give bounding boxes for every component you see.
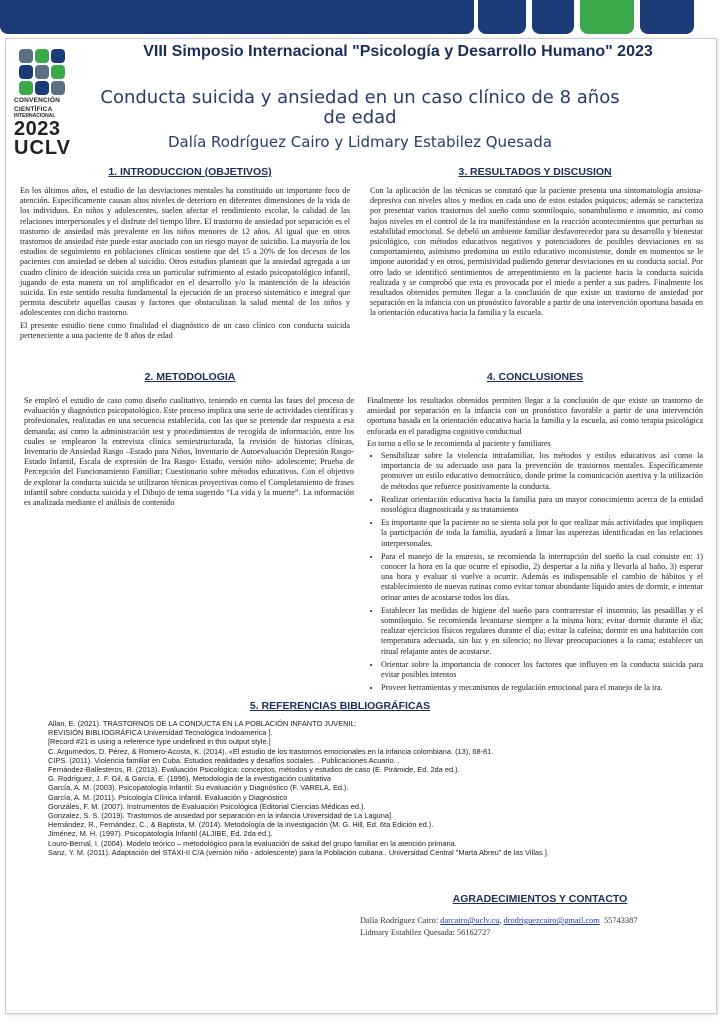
top-bar-segment — [478, 0, 526, 34]
ack-heading: AGRADECIMIENTOS Y CONTACTO — [452, 893, 628, 905]
list-item: • Para el manejo de la enuresis, se recomienda la interrupción del sueño la cual consiste en: 1) conocer la hora en la que ocurre el episodio, 2) despertar a la niña y llevarla al baño, 3) esperar una hora y evaluar si vuelve a ocurrir. Además es indispensable el cambio de hábitos y el establecimiento de nuevas rutinas como evitar tomar abundante líquido antes de dormir, e intentar orinar antes de acostarse todos los días. — [381, 552, 703, 603]
logo-line2: CIENTÍFICA — [14, 106, 53, 113]
email-link[interactable]: drodriguezcairo@gmail.com — [503, 916, 600, 925]
list-item: • Es importante que la paciente no se sienta sola por lo que realizar más actividades que impliquen la participación de toda la familia, ayudará a limar las asperezas identificadas en las relaciones interpersonales. — [381, 518, 703, 549]
convention-logo — [14, 47, 70, 158]
top-bar-segment — [580, 0, 634, 34]
conclusions-paragraph: Finalmente los resultados obtenidos permiten llegar a la conclusión de que existe un trastorno de ansiedad por separación en la infancia con un pronóstico favorable a partir de una intervención oportuna basada en la orientación educativa hacia la familia y la escuela, así como terapia psicológica enfocada en el paradigma cognitivo conductual — [367, 396, 703, 436]
top-bar-segment — [640, 0, 694, 34]
list-item: [Record #21 is using a reference type undefined in this output style.] — [48, 737, 271, 747]
list-item: Gonzalez, S. S. (2019). Trastornos de ansiedad por separación en la infancia Universidad de La Laguna]. — [48, 811, 394, 821]
top-bar-segment — [532, 0, 574, 34]
list-item: Hernández, R., Fernández, C., & Baptista, M. (2014). Metodología de la investigación (M. G. Hill, Ed. 6ta Edición ed.). — [48, 820, 434, 830]
list-item: • Sensibilizar sobre la violencia intrafamiliar, los métodos y estilos educativos así como la importancia de su adecuado uso para la prevención de trastornos mentales. Específicamente promover un estilo educativo democrático, donde prime la comunicación asertiva y la utilización de métodos que refuerce positivamente la conducta. — [381, 451, 703, 492]
list-item: • Orientar sobre la importancia de conocer los factores que influyen en la conducta suicida para evitar posibles intentos — [381, 660, 703, 680]
list-item: Sanz, Y. M. (2011). Adaptación del STAXI-II C/A (versión niño - adolescente) para la Población cubana . Universidad Central "Marta Abreu" de las Villas ]. — [48, 847, 549, 857]
list-item: • Establecer las medidas de higiene del sueño para contrarrestar el insomnio, las pesadillas y el somniloquio. Se recomienda levantarse siempre a la misma hora; evitar dormir durante el día; realizar ejercicios físicos regulares durante el día; evitar la cafeína; dormir en una habitación con temperatura adecuada, sin luz y en silencio; no llevar preocupaciones a la cama; establecer un ritual relajante antes de acostarse. — [381, 606, 703, 657]
list-item: CIPS. (2011). Violencia familiar en Cuba. Estudios realidades y desafíos sociales. . Publicaciones Acuario. . — [48, 755, 400, 765]
intro-paragraph: El presente estudio tiene como finalidad el diagnóstico de un caso clínico con conducta suicida perteneciente a una paciente de 8 años de edad — [20, 320, 350, 340]
list-item: García, A. M. (2011). Psicología Clínica Infantil. Evaluación y Diagnóstico — [48, 792, 288, 802]
references-list — [48, 719, 648, 857]
top-color-bar — [0, 0, 723, 34]
poster-title: Conducta suicida y ansiedad en un caso clínico de 8 años de edad — [100, 87, 620, 128]
contact-name: Dalía Rodríguez Cairo: — [360, 916, 441, 925]
method-heading: 2. METODOLOGIA — [144, 371, 236, 383]
contact-block — [360, 915, 700, 938]
logo-squares-icon — [17, 47, 67, 95]
references-heading: 5. REFERENCIAS BIBLIOGRÁFICAS — [249, 700, 431, 712]
logo-year: 2023 — [14, 118, 61, 140]
recommendations-list — [367, 451, 703, 693]
contact-line — [360, 915, 700, 927]
poster-authors: Dalía Rodríguez Cairo y Lidmary Estabilez Quesada — [168, 133, 552, 151]
list-item: REVISIÓN BIBLIOGRÁFICA Universidad Tecnológica Indoamerica ]. — [48, 728, 273, 738]
conclusions-heading: 4. CONCLUSIONES — [486, 371, 584, 383]
email-link[interactable]: darcairo@uclv.cu — [440, 916, 500, 925]
contact-phone: 55743387 — [603, 916, 638, 925]
list-item: • Realizar orientación educativa hacia la familia para un mayor conocimiento acerca de la entidad nosológica diagnosticada y su tratamiento — [381, 495, 703, 515]
results-body — [370, 186, 703, 321]
intro-heading: 1. INTRODUCCION (OBJETIVOS) — [108, 166, 272, 178]
top-bar-segment — [0, 0, 474, 34]
results-paragraph: Con la aplicación de las técnicas se constató que la paciente presenta una sintomatología ansiosa-depresiva con niveles altos y medios en cada uno de estos estados psíquicos; además se caracteriza por presentar varios trastornos del sueño como somniloquio, sonambulismo e insomnio, así como bajos niveles en el control de la ira manifestándose en la reacción acontecimientos que perturban su estabilidad emocional. Se debeló un ambiente familiar desfavorecedor para su desarrollo y bienestar psicológico, con métodos educativos negativos y potenciadores de posibles desviaciones en su comportamiento, asimismo predomina un estilo educativo inconsistente, donde en momentos se le impone autoridad y en otros, permisividad pudiendo generar desviaciones en su conducta social. Por otro lado se identificó sentimientos de arrepentimiento en la paciente hacia la conducta suicida realizada y se comprobó que esta es provocada por el miedo a perder a sus padres. Finalmente los resultados obtenidos permiten llegar a la conclusión de que existe un trastorno de ansiedad por separación en la infancia con un pronóstico favorable a partir de una intervención oportuna basada en la orientación educativa hacia la familia y la escuela. — [370, 186, 703, 318]
intro-paragraph: En los últimos años, el estudio de las desviaciones mentales ha constituido un importante foco de atención. Específicamente causan altos niveles de deterioro en diferentes dimensiones de la vida de los individuos. En niños y adolescentes, suelen afectar el rendimiento escolar, la calidad de las relaciones interpersonales y el disfrute del tiempo libre. El trastorno de ansiedad por separación es el trastorno de ansiedad más prevalente en los niños menores de 12 años. Al igual que en otros trastornos de ansiedad éste puede estar asociado con un riesgo mayor de suicidio. La mayoría de los estudios de seguimiento en poblaciones clínicas sostiene que del 15 a 20% de los decesos de los pacientes con ansiedad se deben al suicidio. Otros estudios plantean que la ansiedad agregada a un cuadro clínico de ideación suicida crea un particular sufrimiento al estado psicopatológico infantil, jugando de esta manera un rol amplificador en el desarrollo y/o la mantención de la ideación suicida. En este sentido resulta fundamental la ejecución de un proceso sistemático e integral que permita descubrir aquellas causas y factores que obstaculizan la salud mental de los niños y adolescentes con dicho trastorno. — [20, 186, 350, 318]
list-item: Fernández-Ballesteros, R. (2013). Evaluación Psicológica: conceptos, métodos y estudios de caso (E. Pirámide, Ed. 2da ed.). — [48, 765, 460, 775]
contact-line: Lidmary Estabilez Quesada: 56162727 — [360, 927, 491, 937]
method-paragraph: Se empleó el estudio de caso como diseño cualitativo, teniendo en cuenta las fases del proceso de evaluación y diagnóstico psicopatológico. Este proceso implica una serie de actividades científicas y profesionales, realizadas en una secuencia establecida, con las que se pretende dar respuesta a esa demanda; así como la administración test y procedimientos de recogida de información, entre los cuales se emplearon la entrevista clínica semiestructurada, la revisión de historias clínicas, Inventario de Ansiedad Rasgo –Estado para Niños, Inventario de Autoevaluación Depresión Rasgo-Estado Infantil, Escala de expresión de Ira Rasgo- Estado, versión niño- adolescente; Prueba de Percepción del Funcionamiento Familiar; Cuestionario sobre métodos educativos. Con el objetivo de explorar la conducta suicida se utilizaron técnicas proyectivas como el Completamiento de frases infantil sobre conducta suicida y el Dibujo de tema sugerido “La vida y la muerte”. La información es analizada mediante el análisis de contenido — [24, 396, 354, 508]
list-item: Jiménez, M. H. (1997). Psicopatología Infantil (ALJIBE, Ed. 2da ed.). — [48, 829, 273, 839]
email-separator: , — [499, 916, 504, 925]
conclusions-body — [367, 396, 703, 696]
method-body — [24, 396, 354, 510]
logo-line1: CONVENCIÓN — [14, 97, 61, 104]
logo-org: UCLV — [14, 137, 71, 159]
list-item: C. Argumedos, D. Pérez, & Romero-Acosta, K. (2014). «El estudio de los trastornos emocionales en la infancia colombiana. (13), 68-81. — [48, 746, 494, 756]
list-item: García, A. M. (2003). Psicopatología Infantil: Su evaluación y Diagnóstico (F. VARELA, Ed.). — [48, 783, 349, 793]
list-item: G. Rodríguez, J. F. Gil, & García, E. (1996). Metodología de la investigación cualitativa — [48, 774, 332, 784]
list-item: Allan, E. (2021). TRASTORNOS DE LA CONDUCTA EN LA POBLACIÓN INFANTO JUVENIL: — [48, 719, 357, 728]
symposium-title: VIII Simposio Internacional "Psicología y Desarrollo Humano" 2023 — [143, 43, 653, 60]
list-item: Louro-Bernal, I. (2004). Modelo teórico – metodológico para la evaluación de salud del grupo familiar en la atención primaria. — [48, 838, 457, 848]
results-heading: 3. RESULTADOS Y DISCUSION — [458, 166, 612, 178]
list-item: Gonzáles, F. M. (2007). Instrumentos de Evaluación Psicológica (Editorial Ciencias Médicas ed.). — [48, 801, 366, 811]
intro-body — [20, 186, 350, 343]
list-item: • Proveer herramientas y mecanismos de regulación emocional para el manejo de la ira. — [381, 683, 703, 693]
conclusions-paragraph: En torno a ello se le recomienda al paciente y familiares — [367, 438, 551, 448]
logo-line3: INTERNACIONAL — [14, 113, 56, 119]
